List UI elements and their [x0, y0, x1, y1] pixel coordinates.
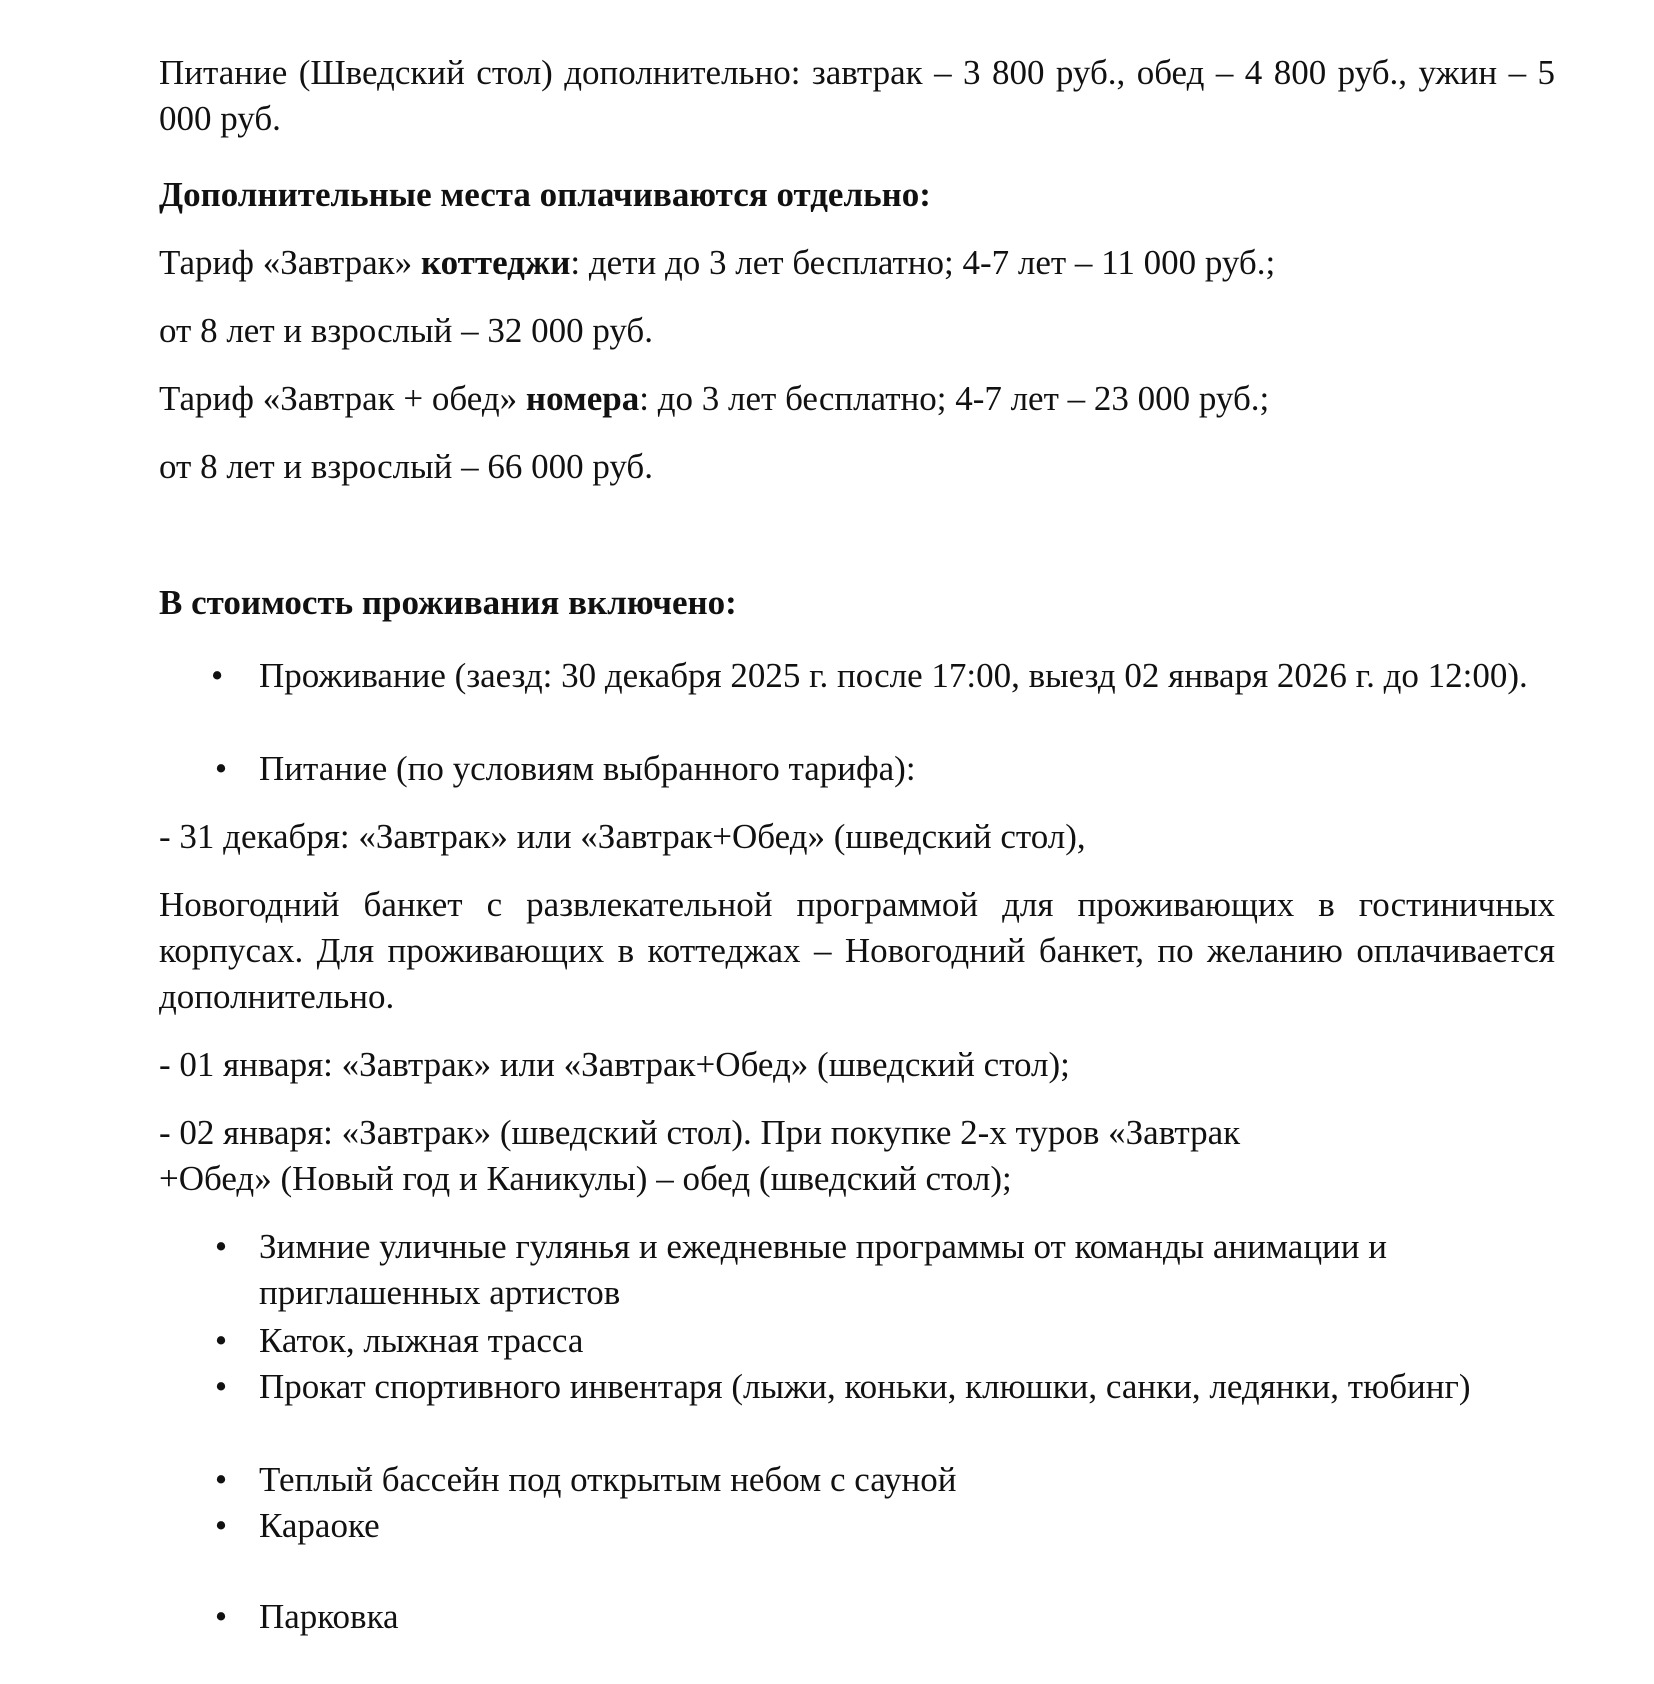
bullet-icon: • [214, 1227, 228, 1266]
included-item-text: Каток, лыжная трасса [259, 1321, 584, 1360]
extra-places-heading: Дополнительные места оплачиваются отдельно: [159, 175, 931, 214]
bullet-icon: • [211, 656, 224, 695]
included-item-text: Теплый бассейн под открытым небом с сауной [259, 1460, 957, 1499]
tariff-cottages-line [159, 240, 1275, 286]
included-item-text: Караоке [259, 1506, 380, 1545]
included-item-text: Питание (по условиям выбранного тарифа): [259, 749, 916, 788]
tariff-cottages-prefix: Тариф «Завтрак» [159, 243, 421, 282]
tariff-rooms-rest: : до 3 лет бесплатно; 4-7 лет – 23 000 руб.; [639, 379, 1270, 418]
dec31-line: - 31 декабря: «Завтрак» или «Завтрак+Обед» (шведский стол), [159, 817, 1086, 856]
included-item-accommodation [159, 653, 1555, 699]
tariff-rooms-line [159, 376, 1269, 422]
bullet-icon: • [214, 1597, 228, 1636]
included-heading: В стоимость проживания включено: [159, 583, 737, 622]
included-item-text: Парковка [259, 1597, 399, 1636]
included-item-text: Зимние уличные гулянья и ежедневные программы от команды анимации и приглашенных артистов [259, 1227, 1387, 1312]
bullet-icon: • [214, 1367, 228, 1406]
included-item-karaoke [159, 1503, 1555, 1549]
tariff-rooms-prefix: Тариф «Завтрак + обед» [159, 379, 526, 418]
bullet-icon: • [214, 1506, 228, 1545]
tariff-cottages-rest: : дети до 3 лет бесплатно; 4-7 лет – 11 000 руб.; [570, 243, 1276, 282]
meals-paragraph: Питание (Шведский стол) дополнительно: завтрак – 3 800 руб., обед – 4 800 руб., ужин – 5 000 руб. [159, 53, 1555, 138]
included-item-meals [159, 746, 1555, 792]
jan01-line: - 01 января: «Завтрак» или «Завтрак+Обед» (шведский стол); [159, 1045, 1070, 1084]
jan02-line-2: +Обед» (Новый год и Каникулы) – обед (шведский стол); [159, 1159, 1012, 1198]
bullet-icon: • [214, 1321, 228, 1360]
included-item-pool [159, 1457, 1555, 1503]
included-item-text: Прокат спортивного инвентаря (лыжи, коньки, клюшки, санки, ледянки, тюбинг) [259, 1367, 1471, 1406]
bullet-icon: • [214, 1460, 228, 1499]
bullet-icon: • [214, 749, 228, 788]
jan02-line-1: - 02 января: «Завтрак» (шведский стол). При покупке 2-х туров «Завтрак [159, 1113, 1241, 1152]
tariff-rooms-bold: номера [525, 379, 640, 418]
banquet-paragraph: Новогодний банкет с развлекательной программой для проживающих в гостиничных корпусах. Для проживающих в коттеджах – Новогодний банкет, по желанию оплачивается дополнительно. [159, 885, 1555, 1016]
included-item-text: Проживание (заезд: 30 декабря 2025 г. после 17:00, выезд 02 января 2026 г. до 12:00). [259, 656, 1528, 695]
included-item-festivities [159, 1224, 1555, 1316]
included-item-skating [159, 1318, 1555, 1364]
tariff-rooms-adult-line: от 8 лет и взрослый – 66 000 руб. [159, 447, 653, 486]
tariff-cottages-bold: коттеджи [420, 243, 571, 282]
tariff-cottages-adult-line: от 8 лет и взрослый – 32 000 руб. [159, 311, 653, 350]
included-item-parking [159, 1594, 1555, 1640]
included-item-rental [159, 1364, 1555, 1410]
